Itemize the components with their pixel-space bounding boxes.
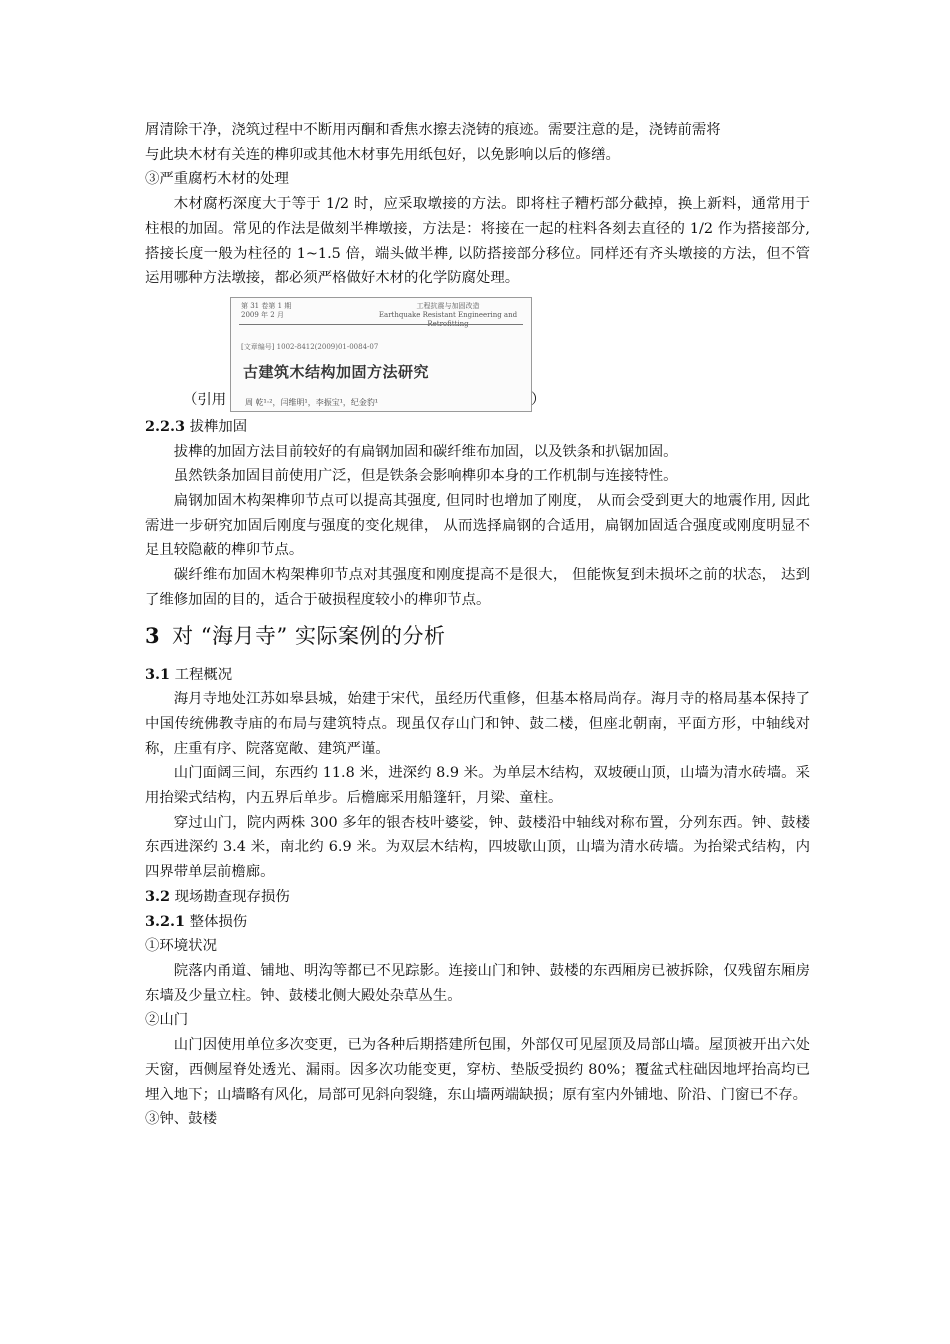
thumbnail-authors: 周 乾¹·²，闫维明¹，李振宝¹，纪金豹¹ xyxy=(245,397,379,407)
subheading-text: 现场勘查现存损伤 xyxy=(170,888,290,905)
subheading-gate: ②山门 xyxy=(145,1012,189,1029)
citation-row xyxy=(145,291,810,415)
thumbnail-article-number: [文章编号] 1002-8412(2009)01-0084-07 xyxy=(241,342,379,351)
document-page xyxy=(145,118,810,1132)
paragraph-continued xyxy=(145,118,810,167)
subheading-2-2-3 xyxy=(145,415,810,440)
paragraph-mountain-gate: 山门面阔三间，东西约 11.8 米，进深约 8.9 米。为单层木结构，双坡硬山顶，山墙为清水砖墙。采用抬梁式结构，内五界后单步。后檐廊采用船篷轩，月梁、童柱。 xyxy=(145,765,810,807)
section-heading-3 xyxy=(145,619,810,653)
paragraph-line: 屑清除干净，浇筑过程中不断用丙酮和香焦水擦去浇铸的痕迹。需要注意的是，浇铸前需将 xyxy=(145,122,721,138)
subheading-text: 工程概况 xyxy=(170,666,233,683)
subheading-3-2 xyxy=(145,885,810,910)
paragraph-overview: 海月寺地处江苏如皋县城，始建于宋代，虽经历代重修，但基本格局尚存。海月寺的格局基本保持了中国传统佛教寺庙的布局与建筑特点。现虽仅存山门和钟、鼓二楼，但座北朝南，平面方形，中轴线对称，庄重有序、院落宽敞、建筑严谨。 xyxy=(145,691,810,757)
paragraph-iron-bar: 虽然铁条加固目前使用广泛，但是铁条会影响榫卯本身的工作机制与连接特性。 xyxy=(173,468,678,485)
paragraph-flat-steel: 扁钢加固木构架榫卯节点可以提高其强度, 但同时也增加了刚度， 从而会受到更大的地震作用, 因此需进一步研究加固后刚度与强度的变化规律， 从而选择扁钢的合适用，扁钢加固适合强度或刚度明显不足且较隐蔽的榫卯节点。 xyxy=(145,493,810,559)
thumbnail-issue: 第 31 卷第 1 期 xyxy=(241,301,292,310)
paragraph-line: 与此块木材有关连的榫卯或其他木材事先用纸包好，以免影响以后的修缮。 xyxy=(145,146,620,163)
paragraph-gate-damage: 山门因使用单位多次变更，已为各种后期搭建所包围，外部仅可见屋顶及局部山墙。屋顶被开出六处天窗，西侧屋脊处透光、漏雨。因多次功能变更，穿枋、垫版受损约 80%；覆盆式柱础因地坪抬高均已埋入地下；山墙略有风化，局部可见斜向裂缝，东山墙两端缺损；原有室内外铺地、阶沿、门窗已不存。 xyxy=(145,1037,810,1103)
subheading-3-2-1 xyxy=(145,910,810,935)
paragraph-pull-out: 拔榫的加固方法目前较好的有扁钢加固和碳纤维布加固，以及铁条和扒锯加固。 xyxy=(173,443,678,460)
citation-article-thumbnail xyxy=(230,297,532,412)
paragraph-splice-method: 木材腐朽深度大于等于 1/2 时，应采取墩接的方法。即将柱子糟朽部分截掉，换上新料，通常用于柱根的加固。常见的作法是做刻半榫墩接，方法是：将接在一起的柱料各刻去直径的 1/2 作为搭接部分, 搭接长度一般为柱径的 1~1.5 倍，端头做半榫, 以防搭接部分移位。同样还有齐头墩接的方法，但不管运用哪种方法墩接，都必须严格做好木材的化学防腐处理。 xyxy=(145,196,810,287)
paragraph-carbon-fiber: 碳纤维布加固木构架榫卯节点对其强度和刚度提高不是很大， 但能恢复到未损坏之前的状态， 达到了维修加固的目的，适合于破损程度较小的榫卯节点。 xyxy=(145,567,810,608)
citation-close-text: ） xyxy=(531,392,546,409)
subheading-number: 3.2.1 xyxy=(145,912,186,930)
paragraph-environment: 院落内甬道、铺地、明沟等都已不见踪影。连接山门和钟、鼓楼的东西厢房已被拆除，仅残留东厢房东墙及少量立柱。钟、鼓楼北侧大殿处杂草丛生。 xyxy=(145,962,810,1004)
subheading-text: 拔榫加固 xyxy=(185,418,248,435)
subheading-number: 3.2 xyxy=(145,887,171,905)
subheading-3-1 xyxy=(145,663,810,688)
thumbnail-issue-header xyxy=(241,302,291,320)
subheading-rotten-wood: ③严重腐朽木材的处理 xyxy=(145,171,289,188)
thumbnail-journal-en: Earthquake Resistant Engineering and Retrofitting xyxy=(378,310,518,328)
subheading-text: 整体损伤 xyxy=(185,913,248,930)
thumbnail-header-rule xyxy=(239,324,523,325)
thumbnail-article-title: 古建筑木结构加固方法研究 xyxy=(243,362,430,381)
subheading-environment: ①环境状况 xyxy=(145,938,217,955)
section-number: 3 xyxy=(145,622,161,648)
thumbnail-journal-cn: 工程抗震与加固改造 xyxy=(416,301,480,310)
thumbnail-date: 2009 年 2 月 xyxy=(241,310,284,319)
subheading-number: 3.1 xyxy=(145,665,171,683)
section-title: 对 “海月寺” 实际案例的分析 xyxy=(172,623,446,648)
subheading-bell-drum: ③钟、鼓楼 xyxy=(145,1111,217,1128)
citation-open-text: （引用 xyxy=(183,392,227,409)
subheading-number: 2.2.3 xyxy=(145,417,186,435)
paragraph-bell-drum: 穿过山门，院内两株 300 多年的银杏枝叶婆娑，钟、鼓楼沿中轴线对称布置，分列东西。钟、鼓楼东西进深约 3.4 米，南北约 6.9 米。为双层木结构，四坡歇山顶，山墙为清水砖墙。为抬梁式结构，内四界带单层前檐廊。 xyxy=(145,814,810,881)
